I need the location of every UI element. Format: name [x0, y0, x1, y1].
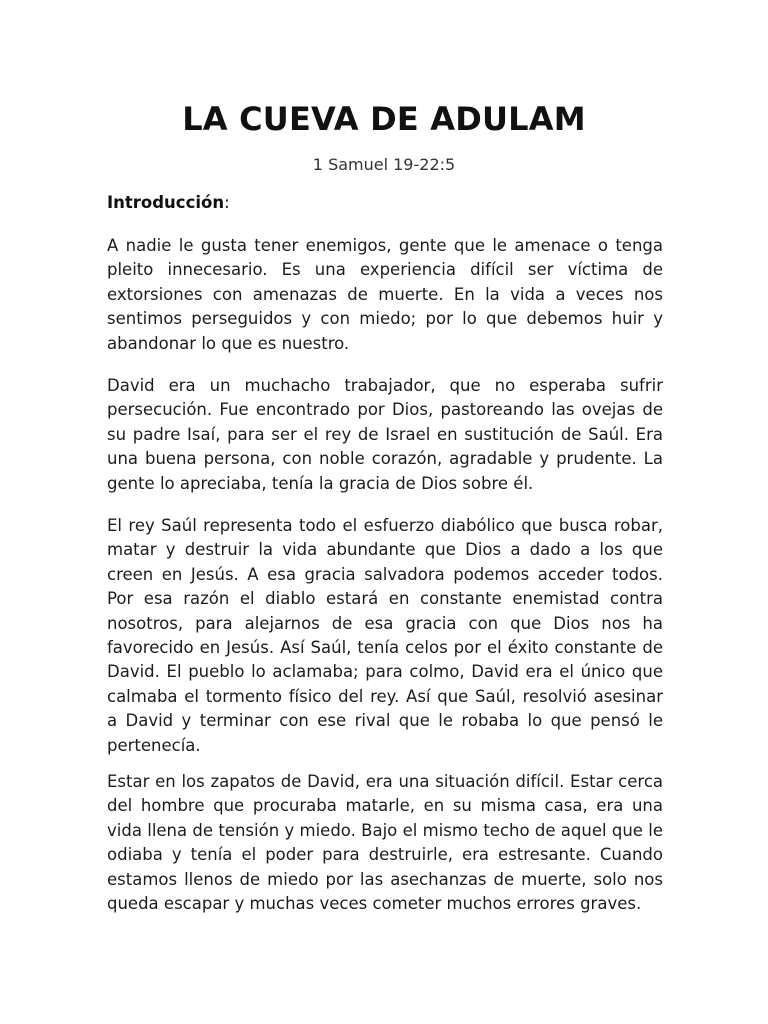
section-heading-label: Introducción	[107, 193, 225, 212]
document-title: LA CUEVA DE ADULAM	[182, 100, 586, 138]
document-subtitle: 1 Samuel 19-22:5	[312, 155, 456, 174]
section-heading-colon: :	[224, 193, 230, 212]
section-heading	[107, 193, 230, 212]
paragraph-1: A nadie le gusta tener enemigos, gente que le amenace o tenga pleito innecesario. Es una experiencia difícil ser víctima de extorsiones con amenazas de muerte. En la vida a veces nos sentimos perseguidos y con miedo; por lo que debemos huir y abandonar lo que es nuestro.	[107, 236, 663, 353]
paragraph-2: David era un muchacho trabajador, que no esperaba sufrir persecución. Fue encontrado por Dios, pastoreando las ovejas de su padre Isaí, para ser el rey de Israel en sustitución de Saúl. Era una buena persona, con noble corazón, agradable y prudente. La gente lo apreciaba, tenía la gracia de Dios sobre él.	[107, 376, 663, 493]
paragraph-3: El rey Saúl representa todo el esfuerzo diabólico que busca robar, matar y destruir la vida abundante que Dios a dado a los que creen en Jesús. A esa gracia salvadora podemos acceder todos. Por esa razón el diablo estará en constante enemistad contra nosotros, para alejarnos de esa gracia con que Dios nos ha favorecido en Jesús. Así Saúl, tenía celos por el éxito constante de David. El pueblo lo aclamaba; para colmo, David era el único que calmaba el tormento físico del rey. Así que Saúl, resolvió asesinar a David y terminar con ese rival que le robaba lo que pensó le pertenecía.	[107, 516, 663, 755]
paragraph-4: Estar en los zapatos de David, era una situación difícil. Estar cerca del hombre que procuraba matarle, en su misma casa, era una vida llena de tensión y miedo. Bajo el mismo techo de aquel que le odiaba y tenía el poder para destruirle, era estresante. Cuando estamos llenos de miedo por las asechanzas de muerte, solo nos queda escapar y muchas veces cometer muchos errores graves.	[107, 772, 663, 914]
